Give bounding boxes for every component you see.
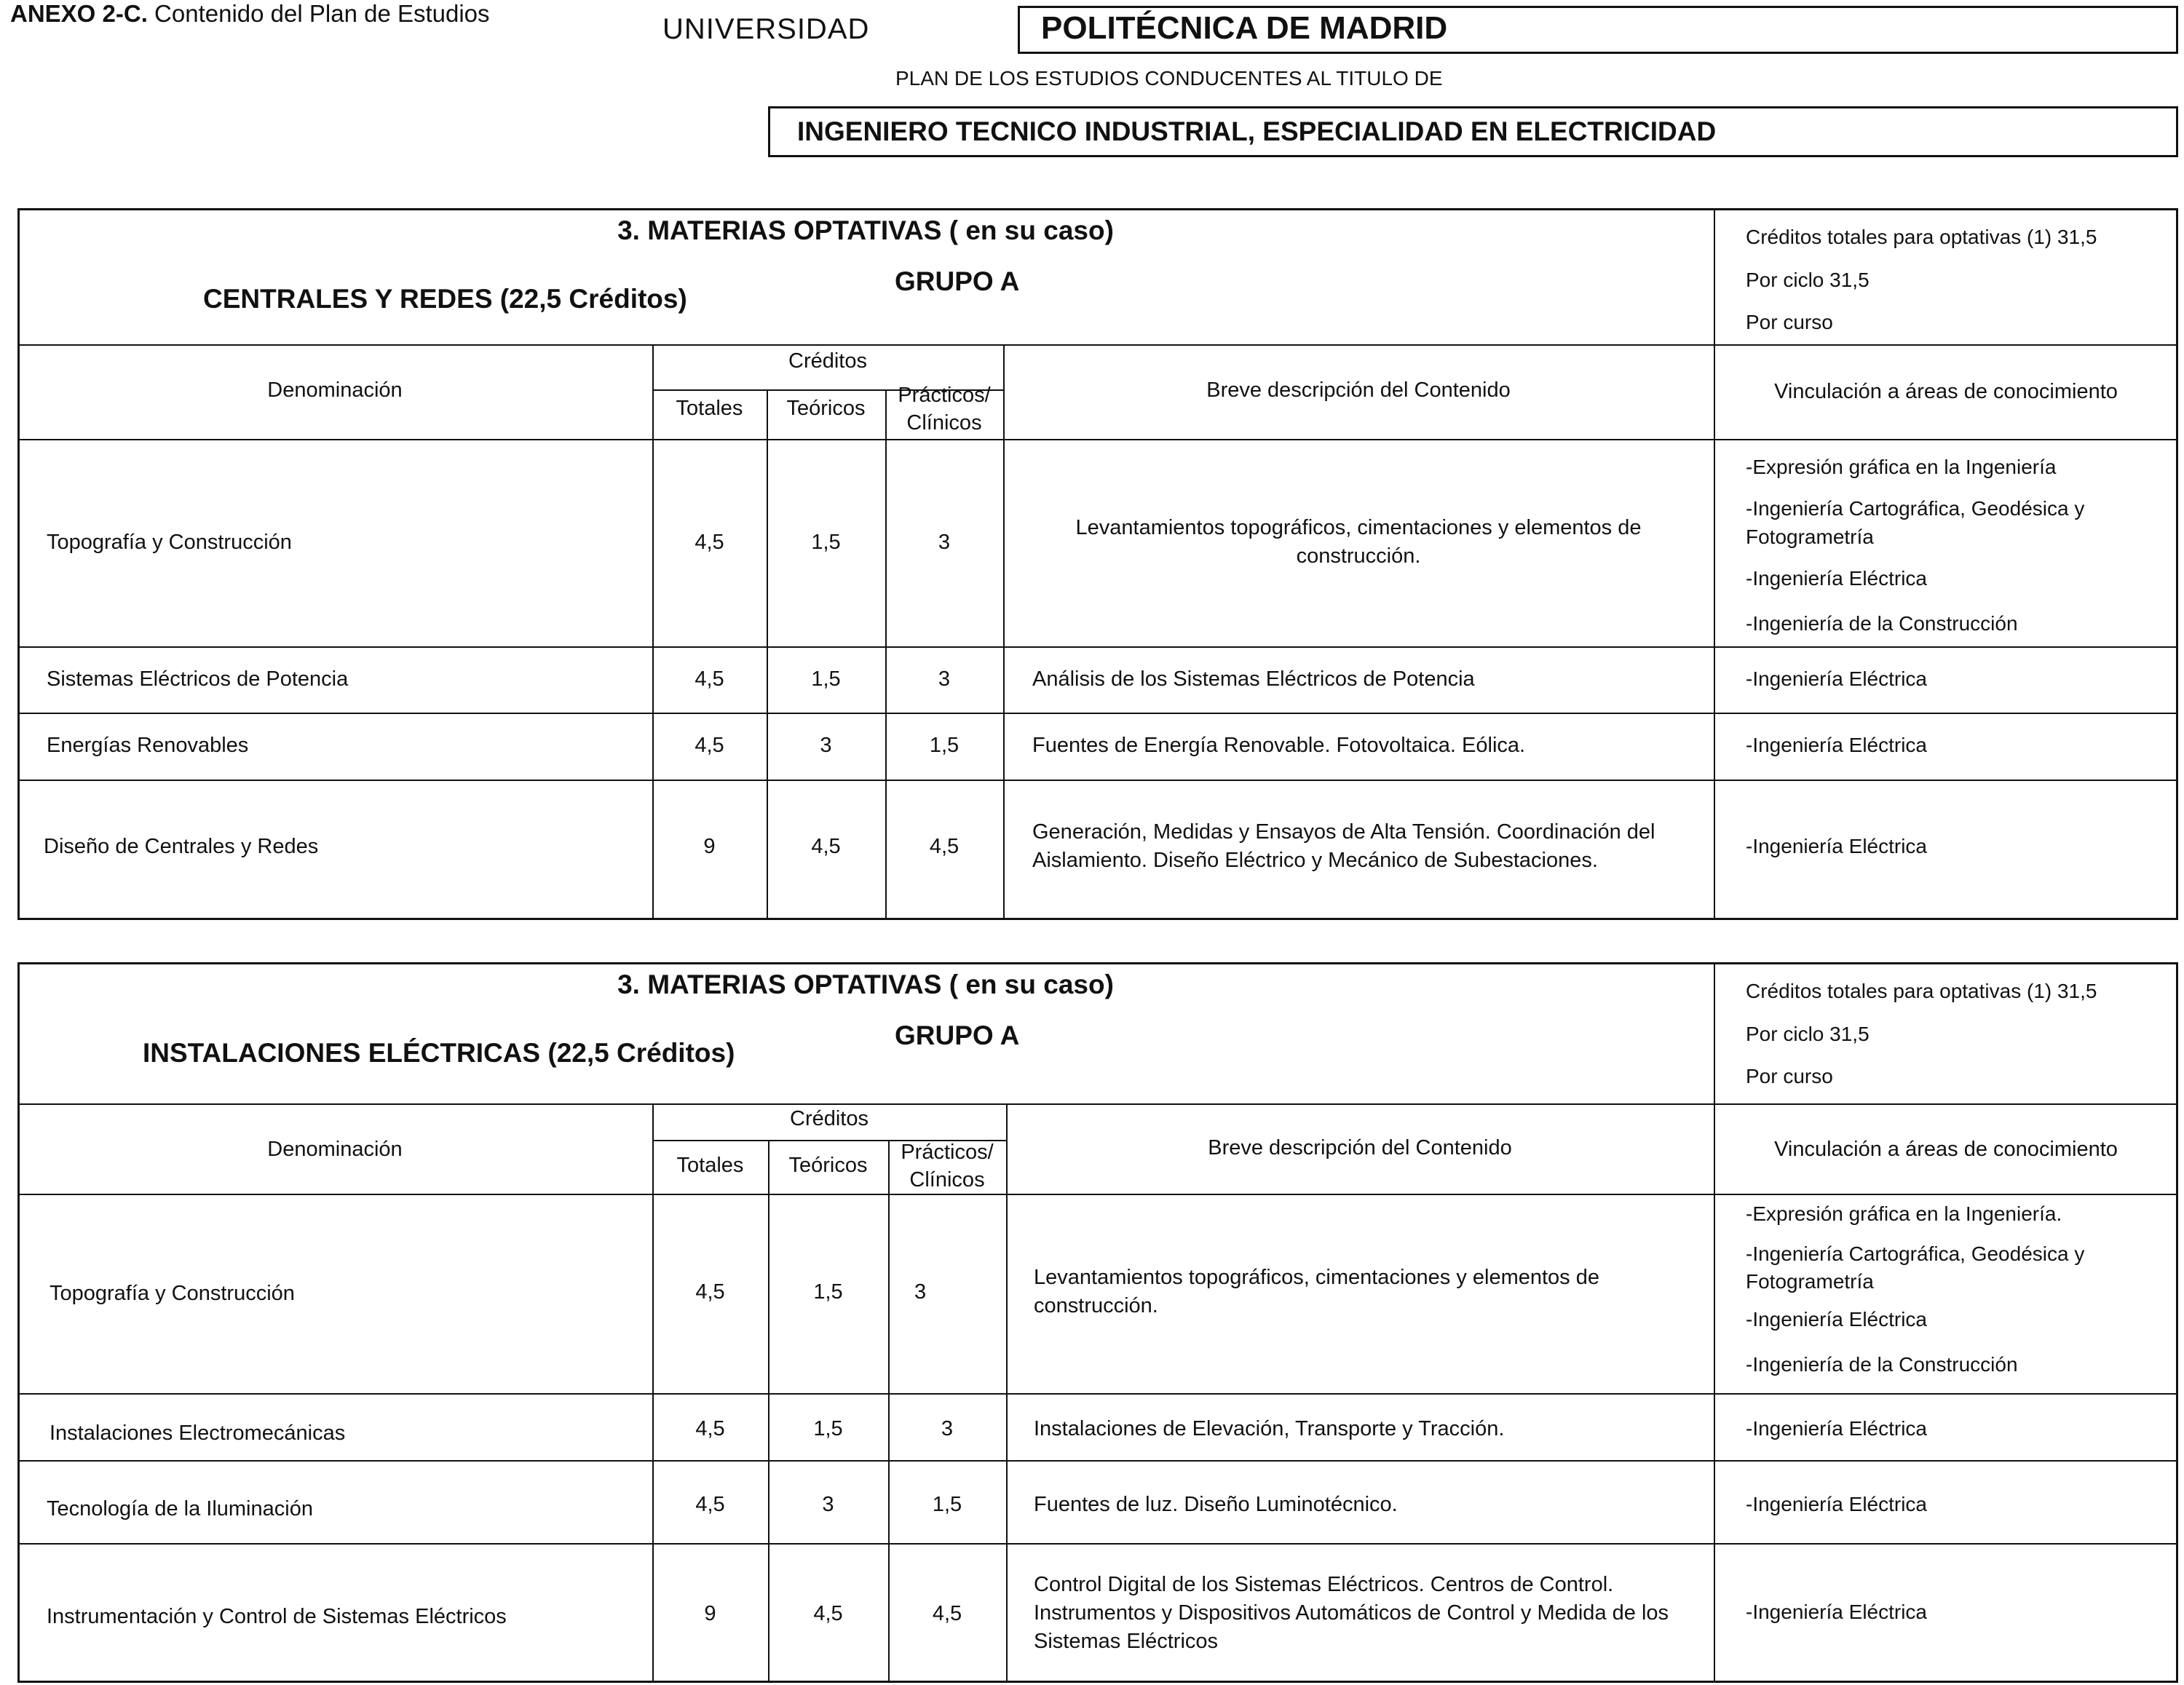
credits-practicos: 4,5	[929, 835, 960, 858]
subject-description: Fuentes de luz. Diseño Luminotécnico.	[1034, 1493, 1398, 1516]
credits-practicos: 1,5	[932, 1493, 962, 1516]
subgroup-title: INSTALACIONES ELÉCTRICAS (22,5 Créditos)	[143, 1038, 735, 1068]
subject-description: Levantamientos topográficos, cimentaciones y elementos de	[1075, 516, 1642, 539]
col-header-teoricos: Teóricos	[788, 1154, 868, 1177]
subject-name: Energías Renovables	[47, 734, 249, 757]
credits-practicos: 3	[941, 1417, 954, 1440]
section-title: 3. MATERIAS OPTATIVAS ( en su caso)	[617, 215, 1114, 245]
knowledge-area: Fotogrametría	[1746, 526, 1874, 548]
knowledge-area: -Ingeniería Eléctrica	[1746, 734, 1928, 756]
credits-practicos: 3	[938, 667, 951, 691]
subject-description: Fuentes de Energía Renovable. Fotovoltaica. Eólica.	[1032, 734, 1526, 757]
credits-teoricos: 4,5	[813, 1602, 843, 1625]
subject-description: Instrumentos y Dispositivos Automáticos de Control y Medida de los	[1034, 1601, 1669, 1625]
col-header-creditos: Créditos	[790, 1107, 869, 1130]
total-credits-info: Créditos totales para optativas (1) 31,5	[1746, 980, 2097, 1002]
col-header-descripcion: Breve descripción del Contenido	[1206, 378, 1511, 402]
col-header-clinicos: Clínicos	[906, 411, 982, 435]
knowledge-area: Fotogrametría	[1746, 1270, 1874, 1293]
credits-practicos: 1,5	[929, 734, 960, 757]
university-label: UNIVERSIDAD	[662, 13, 870, 45]
row-divider	[17, 713, 2178, 714]
row-divider	[17, 1543, 2178, 1545]
annex-label: ANEXO 2-C.	[10, 0, 148, 27]
knowledge-area: -Ingeniería Cartográfica, Geodésica y	[1746, 1242, 2085, 1265]
col-header-vinculacion: Vinculación a áreas de conocimiento	[1774, 380, 2118, 403]
annex-text: Contenido del Plan de Estudios	[147, 0, 490, 27]
total-credits-info: Créditos totales para optativas (1) 31,5	[1746, 226, 2097, 248]
credits-teoricos: 1,5	[813, 1417, 843, 1440]
section-title: 3. MATERIAS OPTATIVAS ( en su caso)	[617, 970, 1114, 999]
subgroup-title: CENTRALES Y REDES (22,5 Créditos)	[203, 284, 687, 314]
group-title: GRUPO A	[895, 1020, 1020, 1050]
subject-description: Sistemas Eléctricos	[1034, 1630, 1219, 1653]
optativas-block-instalaciones	[17, 962, 2178, 1683]
knowledge-area: -Ingeniería Eléctrica	[1746, 835, 1928, 857]
knowledge-area: -Ingeniería Eléctrica	[1746, 1493, 1928, 1515]
knowledge-area: -Expresión gráfica en la Ingeniería.	[1746, 1202, 2062, 1225]
row-divider	[17, 1194, 2178, 1195]
per-course-info: Por curso	[1746, 311, 1833, 333]
subject-description: Análisis de los Sistemas Eléctricos de Potencia	[1032, 667, 1475, 691]
annex-heading	[10, 0, 490, 28]
subject-description: construcción.	[1296, 544, 1421, 568]
credits-totales: 4,5	[695, 1280, 725, 1304]
col-divider	[1714, 208, 1715, 920]
col-header-creditos: Créditos	[788, 349, 867, 373]
col-divider	[1003, 344, 1005, 920]
subject-name: Instalaciones Electromecánicas	[50, 1422, 346, 1445]
knowledge-area: -Expresión gráfica en la Ingeniería	[1746, 456, 2057, 478]
credits-totales: 9	[704, 1602, 716, 1625]
subject-name: Topografía y Construcción	[50, 1282, 295, 1305]
knowledge-area: -Ingeniería Eléctrica	[1746, 667, 1928, 690]
col-divider	[1714, 962, 1715, 1683]
knowledge-area: -Ingeniería Eléctrica	[1746, 1308, 1928, 1331]
per-course-info: Por curso	[1746, 1065, 1833, 1087]
credits-totales: 4,5	[695, 667, 724, 691]
subject-name: Sistemas Eléctricos de Potencia	[47, 667, 349, 691]
per-cycle-info: Por ciclo 31,5	[1746, 269, 1870, 291]
col-header-practicos: Prácticos/	[898, 384, 991, 407]
subject-description: Levantamientos topográficos, cimentaciones y elementos de	[1034, 1266, 1599, 1289]
credits-teoricos: 3	[822, 1493, 834, 1516]
subject-description: Aislamiento. Diseño Eléctrico y Mecánico de Subestaciones.	[1032, 849, 1598, 872]
university-name: POLITÉCNICA DE MADRID	[1041, 10, 1448, 46]
col-header-clinicos: Clínicos	[909, 1168, 985, 1192]
credits-teoricos: 1,5	[811, 531, 841, 554]
subject-name: Tecnología de la Iluminación	[47, 1497, 313, 1521]
knowledge-area: -Ingeniería Eléctrica	[1746, 1601, 1928, 1623]
subject-description: Instalaciones de Elevación, Transporte y Tracción.	[1034, 1417, 1505, 1440]
col-header-totales: Totales	[676, 1154, 744, 1177]
col-header-denominacion: Denominación	[267, 378, 403, 402]
col-header-descripcion: Breve descripción del Contenido	[1208, 1136, 1512, 1159]
optativas-block-centrales	[17, 208, 2178, 920]
credits-totales: 4,5	[695, 531, 724, 554]
col-header-denominacion: Denominación	[267, 1138, 403, 1161]
knowledge-area: -Ingeniería Cartográfica, Geodésica y	[1746, 497, 2085, 520]
row-divider	[17, 780, 2178, 781]
col-header-practicos: Prácticos/	[901, 1141, 994, 1164]
row-divider	[17, 1460, 2178, 1462]
credits-practicos: 3	[938, 531, 951, 554]
subject-description: construcción.	[1034, 1294, 1158, 1317]
credits-totales: 4,5	[695, 1493, 725, 1516]
credits-teoricos: 4,5	[811, 835, 841, 858]
row-divider	[17, 1393, 2178, 1395]
degree-title: INGENIERO TECNICO INDUSTRIAL, ESPECIALIDAD EN ELECTRICIDAD	[797, 116, 1717, 146]
group-title: GRUPO A	[895, 266, 1020, 296]
knowledge-area: -Ingeniería de la Construcción	[1746, 1353, 2018, 1376]
credits-totales: 4,5	[695, 734, 724, 757]
credits-teoricos: 3	[820, 734, 832, 757]
col-header-vinculacion: Vinculación a áreas de conocimiento	[1774, 1138, 2118, 1161]
credits-teoricos: 1,5	[813, 1280, 843, 1304]
credits-totales: 9	[703, 835, 716, 858]
row-divider	[17, 646, 2178, 648]
subject-description: Control Digital de los Sistemas Eléctricos. Centros de Control.	[1034, 1573, 1614, 1596]
credits-practicos: 4,5	[932, 1602, 962, 1625]
credits-practicos: 3	[914, 1280, 927, 1304]
row-divider	[17, 1103, 2178, 1105]
subject-description: Generación, Medidas y Ensayos de Alta Tensión. Coordinación del	[1032, 820, 1655, 844]
credits-totales: 4,5	[695, 1417, 725, 1440]
subject-name: Instrumentación y Control de Sistemas Eléctricos	[47, 1605, 507, 1628]
subject-name: Diseño de Centrales y Redes	[44, 835, 319, 858]
col-header-teoricos: Teóricos	[786, 397, 866, 420]
row-divider	[17, 344, 2178, 346]
per-cycle-info: Por ciclo 31,5	[1746, 1023, 1870, 1045]
knowledge-area: -Ingeniería Eléctrica	[1746, 567, 1928, 590]
knowledge-area: -Ingeniería Eléctrica	[1746, 1417, 1928, 1440]
col-header-totales: Totales	[676, 397, 743, 420]
plan-label: PLAN DE LOS ESTUDIOS CONDUCENTES AL TITULO DE	[895, 67, 1443, 90]
knowledge-area: -Ingeniería de la Construcción	[1746, 612, 2018, 635]
row-divider	[17, 439, 2178, 440]
credits-teoricos: 1,5	[811, 667, 841, 691]
subject-name: Topografía y Construcción	[47, 531, 292, 554]
